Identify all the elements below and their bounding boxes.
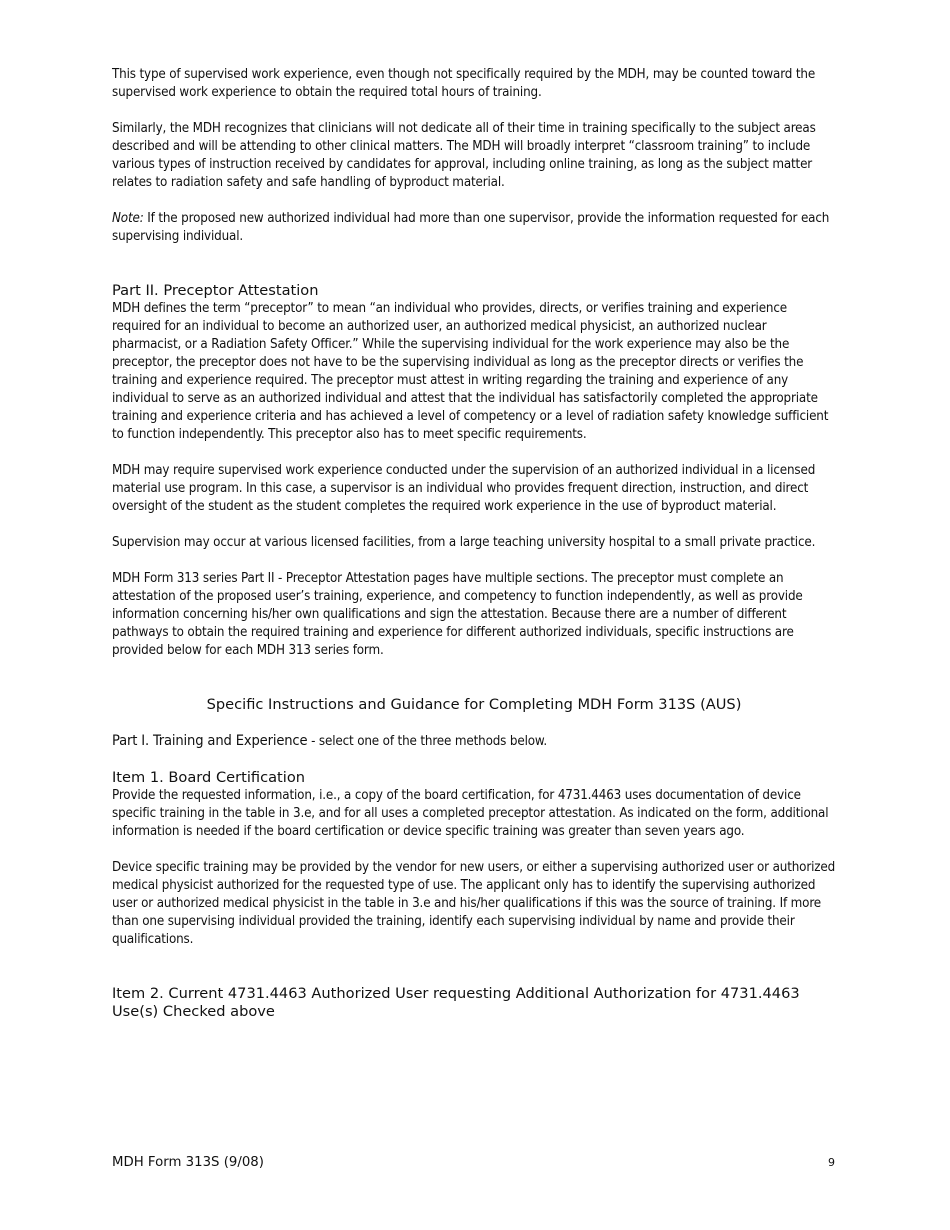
specific-instructions-title: Specific Instructions and Guidance for Completing MDH Form 313S (AUS) (206, 696, 742, 713)
part2-heading: Part II. Preceptor Attestation (112, 282, 319, 299)
part1-suffix: - select one of the three methods below. (307, 734, 547, 749)
footer-page-number: 9 (828, 1156, 835, 1169)
paragraph-supervision-facilities: Supervision may occur at various licensed facilities, from a large teaching university hospital to a small private practice. (112, 535, 816, 550)
paragraph-board-certification: Provide the requested information, i.e., a copy of the board certification, for 4731.4463 uses documentation of device specific training in the table in 3.e, and for all uses a completed preceptor attestation. As indicated on the form, additional information is needed if the board certification or device specific training was greater than seven years ago. (112, 788, 829, 839)
part1-line (112, 732, 836, 751)
paragraph-clinicians-training: Similarly, the MDH recognizes that clinicians will not dedicate all of their time in training specifically to the subject areas described and will be attending to other clinical matters. The MDH will broadly interpret “classroom training” to include various types of instruction received by candidates for approval, including online training, as long as the subject matter relates to radiation safety and safe handling of byproduct material. (112, 121, 816, 190)
paragraph-preceptor-definition: MDH defines the term “preceptor” to mean “an individual who provides, directs, or verifies training and experience required for an individual to become an authorized user, an authorized medical physicist, an authorized nuclear pharmacist, or a Radiation Safety Officer.” While the supervising individual for the work experience may also be the preceptor, the preceptor does not have to be the supervising individual as long as the preceptor directs or verifies the training and experience required. The preceptor must attest in writing regarding the training and experience of any individual to serve as an authorized individual and attest that the individual has satisfactorily completed the appropriate training and experience criteria and has achieved a level of competency or a level of radiation safety knowledge sufficient to function independently. This preceptor also has to meet specific requirements. (112, 301, 829, 442)
part1-heading: Part I. Training and Experience (112, 732, 308, 749)
paragraph-supervised-work: MDH may require supervised work experience conducted under the supervision of an authorized individual in a licensed material use program. In this case, a supervisor is an individual who provides frequent direction, instruction, and direct oversight of the student as the student completes the required work experience in the use of byproduct material. (112, 463, 816, 514)
paragraph-form-313-sections: MDH Form 313 series Part II - Preceptor Attestation pages have multiple sections. The preceptor must complete an attestation of the proposed user’s training, experience, and competency to function independently, as well as provide information concerning his/her own qualifications and sign the attestation. Because there are a number of different pathways to obtain the required training and experience for different authorized individuals, specific instructions are provided below for each MDH 313 series form. (112, 571, 803, 658)
paragraph-supervised-experience: This type of supervised work experience, even though not specifically required by the MDH, may be counted toward the supervised work experience to obtain the required total hours of training. (112, 67, 816, 100)
document-page (112, 66, 836, 1021)
paragraph-device-training: Device specific training may be provided by the vendor for new users, or either a supervising authorized user or authorized medical physicist authorized for the requested type of use. The applicant only has to identify the supervising authorized user or authorized medical physicist in the table in 3.e and his/her qualifications if this was the source of training. If more than one supervising individual provided the training, identify each supervising individual by name and provide their qualifications. (112, 860, 836, 947)
note-label: Note: (112, 211, 144, 226)
footer-form-id: MDH Form 313S (9/08) (112, 1155, 264, 1170)
item2-heading: Item 2. Current 4731.4463 Authorized User requesting Additional Authorization for 4731.4463 Use(s) Checked above (112, 985, 800, 1020)
item1-heading: Item 1. Board Certification (112, 769, 306, 786)
paragraph-note (112, 210, 836, 246)
note-text: If the proposed new authorized individual had more than one supervisor, provide the information requested for each supervising individual. (112, 211, 830, 244)
